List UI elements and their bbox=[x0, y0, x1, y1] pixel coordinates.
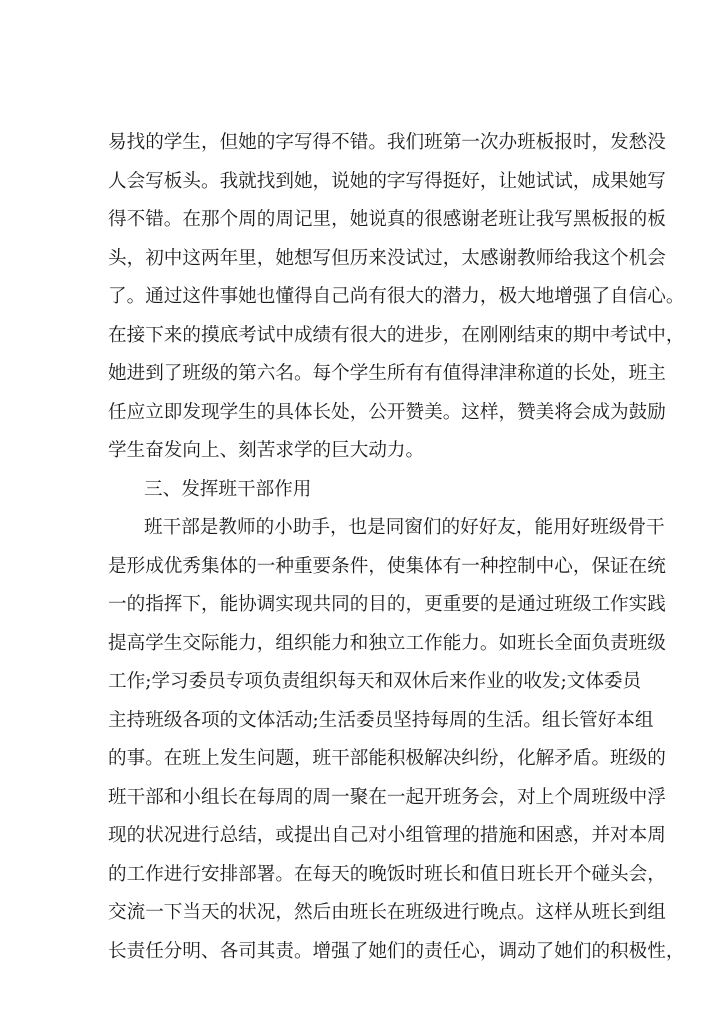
text-line: 提高学生交际能力，组织能力和独立工作能力。如班长全面负责班级 bbox=[108, 632, 666, 654]
text-line: 交流一下当天的状况，然后由班长在班级进行晚点。这样从班长到组 bbox=[108, 902, 666, 923]
text-line: 一的指挥下，能协调实现共同的目的，更重要的是通过班级工作实践 bbox=[108, 594, 666, 615]
text-line: 她进到了班级的第六名。每个学生所有有值得津津称道的长处，班主 bbox=[108, 363, 666, 384]
text-line: 易找的学生，但她的字写得不错。我们班第一次办班板报时，发愁没 bbox=[108, 132, 666, 153]
section-heading: 三、发挥班干部作用 bbox=[144, 478, 312, 500]
text-line: 人会写板头。我就找到她，说她的字写得挺好，让她试试，成果她写 bbox=[108, 170, 666, 192]
text-line: 主持班级各项的文体活动;生活委员坚持每周的生活。组长管好本组 bbox=[108, 709, 654, 731]
text-line: 了。通过这件事她也懂得自己尚有很大的潜力，极大地增强了自信心。 bbox=[108, 286, 685, 307]
text-line: 的工作进行安排部署。在每天的晚饭时班长和值日班长开个碰头会， bbox=[108, 863, 666, 885]
text-line: 得不错。在那个周的周记里，她说真的很感谢老班让我写黑板报的板 bbox=[108, 209, 666, 230]
text-line: 在接下来的摸底考试中成绩有很大的进步，在刚刚结束的期中考试中， bbox=[108, 324, 685, 346]
text-line: 班干部是教师的小助手，也是同窗们的好好友，能用好班级骨干 bbox=[144, 517, 665, 538]
text-line: 的事。在班上发生问题，班干部能积极解决纠纷，化解矛盾。班级的 bbox=[108, 748, 666, 769]
text-line: 学生奋发向上、刻苦求学的巨大动力。 bbox=[108, 440, 425, 461]
text-line: 长责任分明、各司其责。增强了她们的责任心，调动了她们的积极性， bbox=[108, 940, 685, 962]
text-line: 头，初中这两年里，她想写但历来没试过，太感谢教师给我这个机会 bbox=[108, 247, 666, 269]
text-line: 现的状况进行总结，或提出自己对小组管理的措施和困惑，并对本周 bbox=[108, 825, 666, 846]
document-body bbox=[108, 124, 685, 971]
text-line: 工作;学习委员专项负责组织每天和双休后来作业的收发;文体委员 bbox=[108, 671, 642, 692]
text-line: 任应立即发现学生的具体长处，公开赞美。这样，赞美将会成为鼓励 bbox=[108, 401, 666, 423]
text-line: 是形成优秀集体的一种重要条件，使集体有一种控制中心，保证在统 bbox=[108, 555, 666, 577]
text-line: 班干部和小组长在每周的周一聚在一起开班务会，对上个周班级中浮 bbox=[108, 786, 666, 808]
